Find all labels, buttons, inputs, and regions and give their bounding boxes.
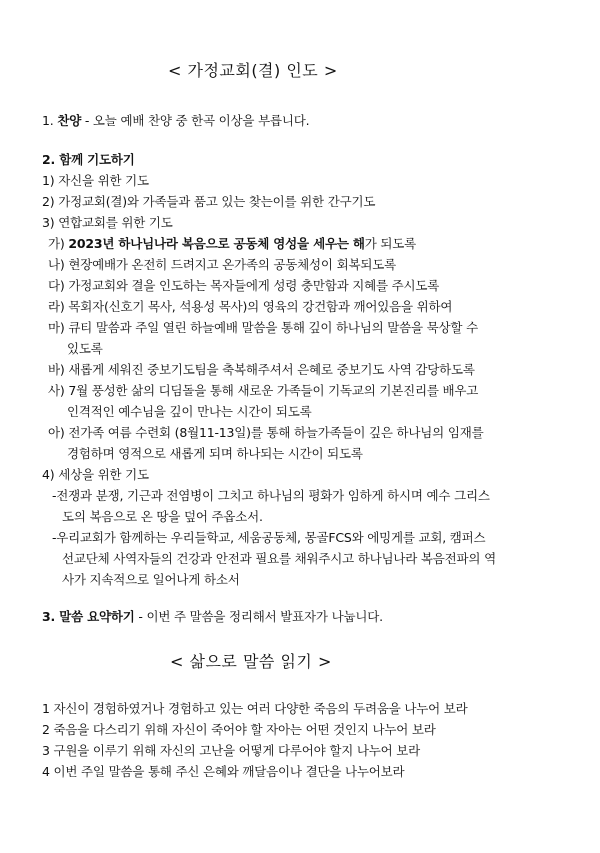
section-praise-heading: 찬양 xyxy=(57,113,82,128)
world-prayer-2-cont-2: 사가 지속적으로 일어나게 하소서 xyxy=(62,572,240,587)
world-prayer-2-cont-1: 선교단체 사역자들의 건강과 안전과 필요를 채워주시고 하나님나라 복음전파의 역 xyxy=(62,551,496,566)
church-prayer-ma: 마) 큐티 말씀과 주일 열린 하늘예배 말씀을 통해 깊이 하나님의 말씀을 묵상할 수 xyxy=(48,320,478,335)
church-prayer-ga-suffix: 가 되도록 xyxy=(364,236,417,251)
section-summary-text: - 이번 주 말씀을 정리해서 발표자가 나눕니다. xyxy=(134,609,383,624)
question-item: 3 구원을 이루기 위해 자신의 고난을 어떻게 다루어야 할지 나누어 보라 xyxy=(42,743,420,758)
question-item: 4 이번 주일 말씀을 통해 주신 은혜와 깨달음이나 결단을 나누어보라 xyxy=(42,764,405,779)
section-summary-heading: 3. 말씀 요약하기 xyxy=(42,609,135,624)
section-title-life-reading: < 삶으로 말씀 읽기 > xyxy=(170,652,332,671)
world-prayer-1-cont: 도의 복음으로 온 땅을 덮어 주옵소서. xyxy=(62,509,263,524)
church-prayer-ra: 라) 목회자(신호기 목사, 석용성 목사)의 영육의 강건함과 깨어있음을 위하여 xyxy=(48,299,453,314)
prayer-item-family: 2) 가정교회(결)와 가족들과 품고 있는 찾는이를 위한 간구기도 xyxy=(42,194,376,209)
page-title: < 가정교회(결) 인도 > xyxy=(168,61,338,80)
prayer-item-self: 1) 자신을 위한 기도 xyxy=(42,173,149,188)
section-prayer-heading: 2. 함께 기도하기 xyxy=(42,152,135,167)
question-item: 1 자신이 경험하였거나 경험하고 있는 여러 다양한 죽음의 두려움을 나누어 보라 xyxy=(42,701,468,716)
church-prayer-ga xyxy=(48,235,416,253)
church-prayer-ma-cont: 있도록 xyxy=(67,341,103,356)
question-item: 2 죽음을 다스리기 위해 자신이 죽어야 할 자아는 어떤 것인지 나누어 보라 xyxy=(42,722,436,737)
church-prayer-a-cont: 경험하며 영적으로 새롭게 되며 하나되는 시간이 되도록 xyxy=(67,446,363,461)
prayer-item-church: 3) 연합교회를 위한 기도 xyxy=(42,215,173,230)
church-prayer-a: 아) 전가족 여름 수련회 (8월11-13일)를 통해 하늘가족들이 깊은 하나님의 임재를 xyxy=(48,425,484,440)
church-prayer-ga-prefix: 가) xyxy=(48,236,69,251)
church-prayer-ba: 바) 새롭게 세워진 중보기도팀을 축복해주셔서 은혜로 중보기도 사역 감당하도록 xyxy=(48,362,475,377)
prayer-item-world: 4) 세상을 위한 기도 xyxy=(42,467,149,482)
section-summary xyxy=(42,608,383,626)
section-praise-number: 1. xyxy=(42,113,58,128)
world-prayer-1: -전쟁과 분쟁, 기근과 전염병이 그치고 하나님의 평화가 임하게 하시며 예수 그리스 xyxy=(52,488,490,503)
church-prayer-da: 다) 가정교회와 결을 인도하는 목자들에게 성령 충만함과 지혜를 주시도록 xyxy=(48,278,440,293)
world-prayer-2: -우리교회가 함께하는 우리들학교, 세움공동체, 몽골FCS와 에밍게를 교회, 캠퍼스 xyxy=(52,530,486,545)
church-prayer-sa-cont: 인격적인 예수님을 깊이 만나는 시간이 되도록 xyxy=(67,404,312,419)
church-prayer-sa: 사) 7월 풍성한 삶의 디딤돌을 통해 새로운 가족들이 기독교의 기본진리를 배우고 xyxy=(48,383,479,398)
section-praise xyxy=(42,112,309,130)
section-praise-text: - 오늘 예배 찬양 중 한곡 이상을 부릅니다. xyxy=(81,113,310,128)
church-prayer-ga-bold: 2023년 하나님나라 복음으로 공동체 영성을 세우는 해 xyxy=(68,236,365,251)
church-prayer-na: 나) 현장예배가 온전히 드려지고 온가족의 공동체성이 회복되도록 xyxy=(48,257,396,272)
